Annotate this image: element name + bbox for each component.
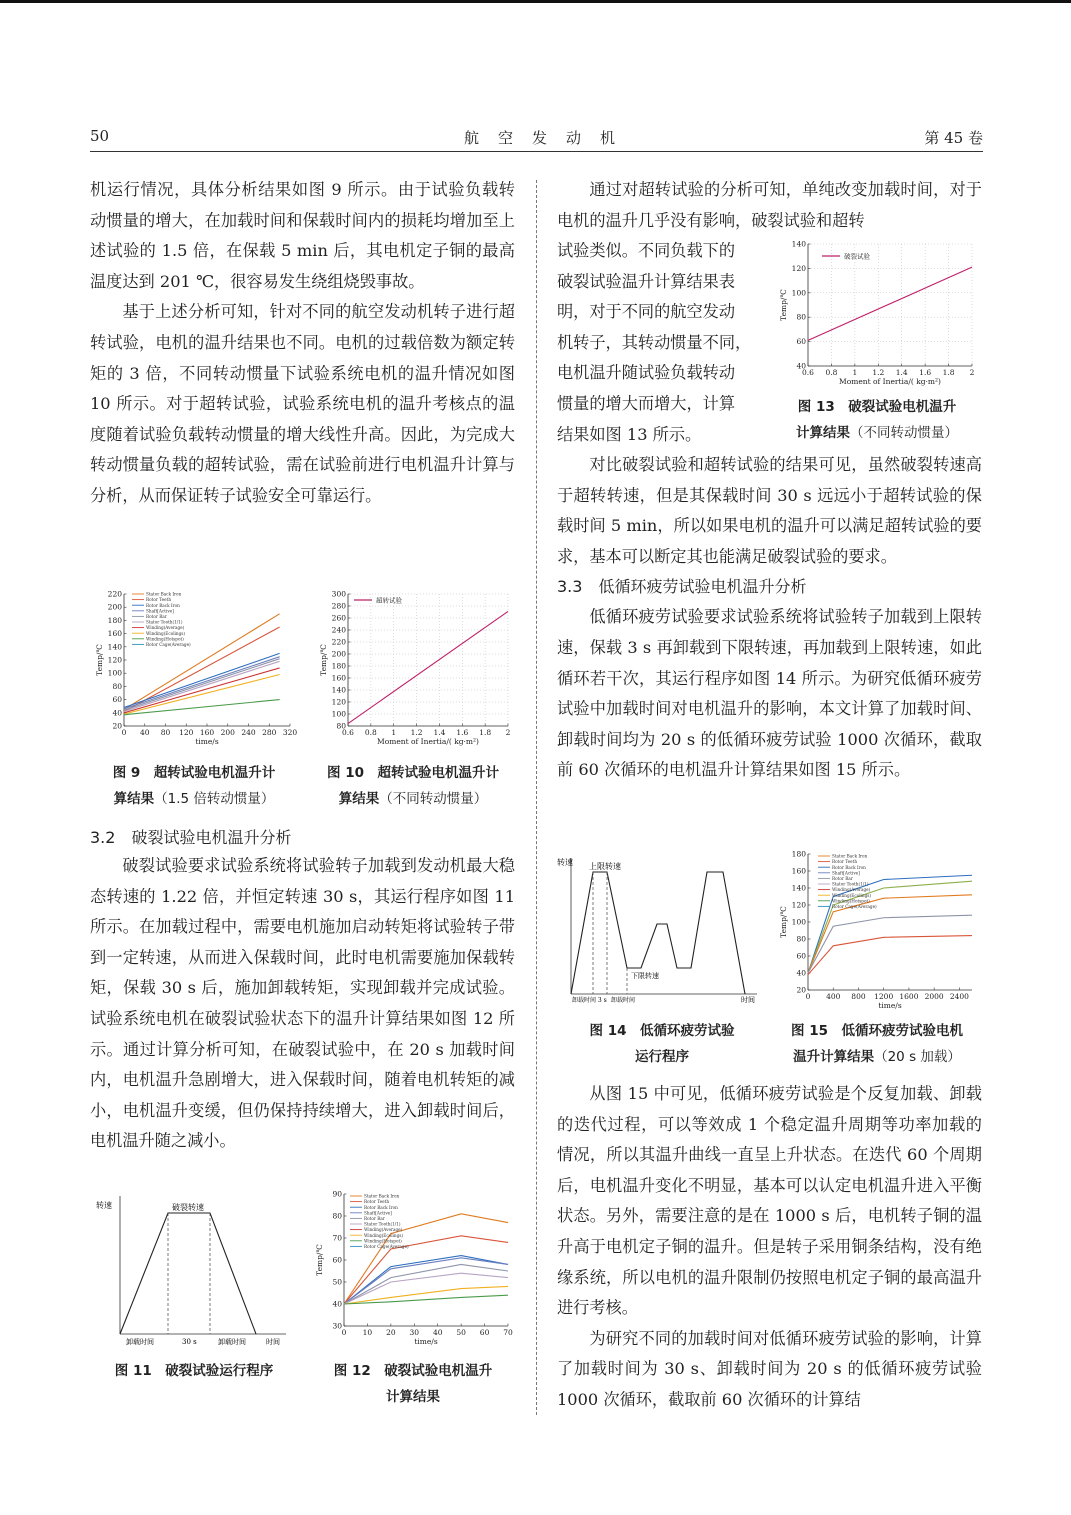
fig15-caption xyxy=(772,1018,982,1070)
y-tick-label: 70 xyxy=(332,1233,342,1243)
fig14-caption xyxy=(557,1018,767,1070)
paragraph: 为研究不同的加载时间对低循环疲劳试验的影响，计算了加载时间为 30 s、卸载时间为 20 s 的低循环疲劳试验 1000 次循环，截取前 60 次循环的计算结 xyxy=(557,1328,982,1409)
fig12-caption xyxy=(308,1358,518,1410)
legend-label: Rotor Bar xyxy=(832,876,853,881)
x-tick-label: 20 xyxy=(386,1328,396,1337)
y-tick-label: 180 xyxy=(107,615,122,625)
fig11-seg2: 30 s xyxy=(182,1338,197,1346)
x-axis-label: Moment of Inertia/( kg·m²) xyxy=(377,737,479,746)
paragraph-line: 电机温升随试验负载转动 xyxy=(557,363,736,383)
data-series-line xyxy=(124,668,280,713)
data-series-line xyxy=(124,657,280,709)
legend-label: Rotor Cage(Average) xyxy=(832,904,877,909)
legend-label: Shaft[Active] xyxy=(364,1210,392,1216)
y-tick-label: 90 xyxy=(332,1189,342,1199)
x-tick-label: 1.2 xyxy=(410,728,423,737)
x-tick-label: 1.6 xyxy=(919,368,932,377)
caption-line: 图 11 破裂试验运行程序 xyxy=(114,1363,274,1379)
x-tick-label: 0 xyxy=(121,728,127,737)
x-tick-label: 1600 xyxy=(899,992,919,1001)
legend-label: Rotor Cage(Average) xyxy=(146,642,191,647)
caption-line: 图 10 超转试验电机温升计 xyxy=(327,765,499,781)
caption-line xyxy=(90,786,298,812)
x-axis-label: time/s xyxy=(414,1337,438,1346)
y-tick-label: 40 xyxy=(796,968,806,978)
y-tick-label: 140 xyxy=(107,642,122,652)
figure-9 xyxy=(90,586,300,760)
fig11-seg3: 卸载时间 xyxy=(218,1338,246,1346)
x-tick-label: 1.4 xyxy=(433,728,446,737)
fig9-chart xyxy=(90,586,300,756)
x-tick-label: 320 xyxy=(282,728,298,737)
legend-label: Winding(Ecolings) xyxy=(146,630,186,636)
y-tick-label: 160 xyxy=(791,866,806,876)
legend-label: Winding(Hotspot) xyxy=(364,1238,402,1244)
x-tick-label: 1 xyxy=(391,728,397,737)
y-tick-label: 160 xyxy=(107,629,122,639)
y-tick-label: 260 xyxy=(331,613,346,623)
x-tick-label: 2000 xyxy=(924,992,944,1001)
legend-label: Rotor Teeth xyxy=(832,859,858,865)
top-border xyxy=(0,0,1071,3)
x-tick-label: 10 xyxy=(362,1328,373,1337)
caption-text: 算结果 xyxy=(113,791,155,807)
y-tick-label: 180 xyxy=(331,661,346,671)
fig10-chart xyxy=(308,586,518,756)
y-tick-label: 100 xyxy=(791,917,806,927)
legend-label: Stator Back Iron xyxy=(146,591,182,597)
volume-label: 第 45 卷 xyxy=(924,129,983,147)
caption-line: 图 14 低循环疲劳试验 xyxy=(589,1023,735,1039)
data-series-line xyxy=(808,936,972,975)
legend-label: Winding(Ecolings) xyxy=(364,1232,404,1238)
data-series-line xyxy=(808,267,972,340)
paragraph-line: 机转子，其转动惯量不同， xyxy=(557,332,752,352)
figure-12 xyxy=(308,1186,518,1358)
caption-line: 图 13 破裂试验电机温升 xyxy=(797,399,957,415)
x-tick-label: 1.8 xyxy=(942,368,955,377)
fig14-xlabel: 时间 xyxy=(741,996,755,1004)
x-tick-label: 1.6 xyxy=(456,728,469,737)
paragraph: 基于上述分析可知，针对不同的航空发动机转子进行超转试验，电机的温升结果也不同。电机的过载倍数为额定转矩的 3 倍，不同转动惯量下试验系统电机的温升情况如图 10 所示。对于超转试验，试验系统电机的温升考核点的温度随着试验负载转动惯量的增大线性升高。因此，为完成大转动惯量负载的超转试验，需在试验前进行电机温升计算与分析，从而保证转子试验安全可靠运行。 xyxy=(90,302,515,505)
caption-line xyxy=(772,1044,982,1070)
y-tick-label: 160 xyxy=(331,673,346,683)
x-tick-label: 280 xyxy=(262,728,277,737)
y-tick-label: 300 xyxy=(331,589,346,599)
y-axis-label: Temp/℃ xyxy=(95,644,104,676)
y-tick-label: 20 xyxy=(796,985,806,995)
x-tick-label: 1.8 xyxy=(479,728,492,737)
legend-label: Rotor Back Iron xyxy=(832,864,866,870)
legend-label: Stator Tooth(1/1) xyxy=(364,1221,401,1227)
x-tick-label: 30 xyxy=(409,1328,420,1337)
data-series-line xyxy=(344,1286,508,1304)
legend-label: Rotor Cage(Average) xyxy=(364,1244,409,1249)
y-tick-label: 80 xyxy=(796,934,806,944)
x-tick-label: 120 xyxy=(179,728,194,737)
legend-label: Stator Tooth(1/1) xyxy=(832,881,869,887)
paragraph-line: 明，对于不同的航空发动 xyxy=(557,302,736,322)
paragraph: 从图 15 中可见，低循环疲劳试验是个反复加载、卸载的迭代过程，可以等效成 1 个稳定温升周期等功率加载的情况，所以其温升曲线一直呈上升状态。在迭代 60 个周期后，电机温升变化不明显，基本可以认定电机温升进入平衡状态。另外，需要注意的是在 1000 s 后，电机转子铜的温升高于电机定子铜的温升。但是转子采用铜条结构，没有绝缘系统，所以电机的温升限制仍按照电机定子铜的最高温升进行考核。 xyxy=(557,1084,982,1318)
x-axis-label: time/s xyxy=(878,1001,902,1010)
y-tick-label: 120 xyxy=(791,263,806,273)
caption-line: 图 12 破裂试验电机温升 xyxy=(333,1363,493,1379)
y-tick-label: 120 xyxy=(107,655,122,665)
fig15-chart xyxy=(772,848,982,1016)
x-tick-label: 1.4 xyxy=(895,368,908,377)
caption-sub: （不同转动惯量） xyxy=(379,791,488,807)
y-tick-label: 140 xyxy=(791,239,806,249)
x-tick-label: 2 xyxy=(969,368,975,377)
y-axis-label: Temp/℃ xyxy=(315,1244,324,1276)
y-axis-label: Temp/℃ xyxy=(779,906,788,938)
journal-title: 航 空 发 动 机 xyxy=(464,129,618,147)
x-tick-label: 0.8 xyxy=(825,368,838,377)
right-column-mid xyxy=(557,450,982,786)
caption-text: 算结果 xyxy=(338,791,380,807)
legend-label: 破裂试验 xyxy=(844,252,870,261)
legend-label: Winding(Average) xyxy=(364,1227,403,1233)
legend-label: Shaft[Active] xyxy=(832,870,860,876)
x-tick-label: 2 xyxy=(505,728,511,737)
y-tick-label: 60 xyxy=(332,1255,342,1265)
figure-15 xyxy=(772,848,982,1020)
caption-line xyxy=(772,420,982,446)
column-divider xyxy=(536,180,537,1415)
left-column-top xyxy=(90,175,515,512)
fig9-caption xyxy=(90,760,298,812)
legend-label: Stator Tooth(1/1) xyxy=(146,619,183,625)
fig10-caption xyxy=(308,760,518,812)
y-tick-label: 240 xyxy=(331,625,346,635)
fig14-seg1: 卸载时间 3 s xyxy=(572,997,607,1004)
header-rule xyxy=(90,151,983,152)
fig11-caption xyxy=(90,1358,298,1384)
fig14-seg2: 卸载时间 xyxy=(611,997,636,1004)
paragraph-line: 试验类似。不同负载下的 xyxy=(557,241,736,260)
paragraph: 对比破裂试验和超转试验的结果可见，虽然破裂转速高于超转转速，但是其保载时间 30 s 远远小于超转试验的保载时间 5 min，所以如果电机的温升可以满足超转试验的要求，基本可以断定其也能满足破裂试验的要求。 xyxy=(557,455,982,566)
y-tick-label: 120 xyxy=(331,697,346,707)
paragraph-line: 结果如图 13 所示。 xyxy=(557,424,702,444)
fig11-ylabel: 转速 xyxy=(96,1201,112,1210)
paragraph: 破裂试验要求试验系统将试验转子加载到发动机最大稳态转速的 1.22 倍，并恒定转速 30 s，其运行程序如图 11 所示。在加载过程中，需要电机施加启动转矩将试验转子带到一定转速，从而进入保载时间，此时电机需要施加保载转矩，保载 30 s 后，施加卸载转矩，实现卸载并完成试验。试验系统电机在破裂试验状态下的温升计算结果如图 12 所示。通过计算分析可知，在破裂试验中，在 20 s 加载时间内，电机温升急剧增大，进入保载时间，随着电机转矩的减小，电机温升变缓，但仍保持持续增大，进入卸载时间后，电机温升随之减小。 xyxy=(90,856,515,1151)
x-tick-label: 50 xyxy=(456,1328,466,1337)
fig11-xlabel: 时间 xyxy=(266,1338,280,1346)
fig13-caption xyxy=(772,394,982,446)
left-column-mid xyxy=(90,825,515,1157)
paragraph: 通过对超转试验的分析可知，单纯改变加载时间，对于电机的温升几乎没有影响，破裂试验和超转 xyxy=(557,180,982,230)
x-tick-label: 40 xyxy=(432,1328,443,1337)
legend-label: Winding(Ecolings) xyxy=(832,892,872,898)
caption-line xyxy=(308,786,518,812)
legend-label: Winding(Hotspot) xyxy=(832,898,870,904)
x-tick-label: 1 xyxy=(852,368,858,377)
caption-line: 图 15 低循环疲劳试验电机 xyxy=(791,1023,963,1039)
y-tick-label: 140 xyxy=(331,685,346,695)
x-tick-label: 0 xyxy=(805,992,811,1001)
caption-sub: （不同转动惯量） xyxy=(850,425,958,441)
x-tick-label: 1.2 xyxy=(872,368,885,377)
caption-text: 温升计算结果 xyxy=(793,1049,875,1065)
x-axis-label: time/s xyxy=(195,737,219,746)
x-tick-label: 0 xyxy=(341,1328,347,1337)
y-tick-label: 40 xyxy=(796,361,806,371)
legend-label: Stator Back Iron xyxy=(832,853,868,859)
legend-label: Stator Back Iron xyxy=(364,1193,400,1199)
x-tick-label: 240 xyxy=(241,728,256,737)
x-tick-label: 160 xyxy=(199,728,215,737)
legend-label: Rotor Bar xyxy=(364,1216,385,1221)
x-tick-label: 0.6 xyxy=(342,728,354,737)
x-tick-label: 70 xyxy=(503,1328,513,1337)
x-tick-label: 80 xyxy=(160,728,171,737)
x-tick-label: 1200 xyxy=(874,992,894,1001)
legend-label: Rotor Teeth xyxy=(364,1199,390,1205)
caption-line: 运行程序 xyxy=(635,1049,689,1065)
y-tick-label: 120 xyxy=(791,900,806,910)
x-tick-label: 40 xyxy=(139,728,150,737)
fig11-speed-profile xyxy=(120,1213,256,1334)
fig14-lower-label: 下限转速 xyxy=(631,972,659,980)
figure-14 xyxy=(557,852,767,1008)
x-tick-label: 200 xyxy=(220,728,235,737)
data-series-line xyxy=(124,659,280,710)
section-heading: 3.2 破裂试验电机温升分析 xyxy=(90,828,292,847)
y-tick-label: 30 xyxy=(332,1321,342,1331)
paragraph-line: 破裂试验温升计算结果表 xyxy=(557,271,736,291)
caption-sub: （20 s 加载） xyxy=(874,1049,961,1065)
data-series-line xyxy=(344,1258,508,1304)
legend-label: Rotor Teeth xyxy=(146,597,172,603)
figure-10 xyxy=(308,586,518,760)
y-axis-label: Temp/℃ xyxy=(779,289,788,321)
y-tick-label: 200 xyxy=(331,649,346,659)
y-tick-label: 100 xyxy=(331,709,346,719)
y-tick-label: 220 xyxy=(331,637,346,647)
right-column-top xyxy=(557,175,982,236)
paragraph: 机运行情况，具体分析结果如图 9 所示。由于试验负载转动惯量的增大，在加载时间和保载时间内的损耗均增加至上述试验的 1.5 倍，在保载 5 min 后，其电机定子铜的最高温度达到 201 ℃，很容易发生绕组烧毁事故。 xyxy=(90,180,515,291)
page-number: 50 xyxy=(90,127,110,145)
y-tick-label: 60 xyxy=(796,337,806,347)
legend-label: Shaft[Active] xyxy=(146,608,174,614)
y-tick-label: 40 xyxy=(332,1299,342,1309)
caption-line: 计算结果 xyxy=(386,1389,440,1405)
section-heading: 3.3 低循环疲劳试验电机温升分析 xyxy=(557,577,807,597)
paragraph-line: 惯量的增大而增大，计算 xyxy=(557,393,736,413)
legend-label: Winding(Average) xyxy=(832,887,871,893)
x-tick-label: 60 xyxy=(479,1328,490,1337)
y-tick-label: 80 xyxy=(336,721,346,731)
fig14-upper-label: 上限转速 xyxy=(589,862,621,871)
y-tick-label: 60 xyxy=(112,695,122,705)
fig12-chart xyxy=(308,1186,518,1354)
data-series-line xyxy=(344,1295,508,1304)
fig11-peak-label: 破裂转速 xyxy=(172,1203,204,1212)
fig14-diagram xyxy=(557,852,767,1004)
x-axis-label: Moment of Inertia/( kg·m²) xyxy=(839,377,941,386)
y-tick-label: 60 xyxy=(796,951,806,961)
y-tick-label: 140 xyxy=(791,883,806,893)
right-column-wrap xyxy=(557,236,772,450)
y-tick-label: 100 xyxy=(791,288,806,298)
y-tick-label: 200 xyxy=(107,602,122,612)
figure-13 xyxy=(772,236,982,398)
y-tick-label: 50 xyxy=(332,1277,342,1287)
y-tick-label: 100 xyxy=(107,668,122,678)
paragraph: 低循环疲劳试验要求试验系统将试验转子加载到上限转速，保载 3 s 再卸载到下限转速，再加载到上限转速，如此循环若干次，其运行程序如图 14 所示。为研究低循环疲劳试验中加载时间对电机温升的影响，本文计算了加载时间、卸载时间均为 20 s 的低循环疲劳试验 1000 次循环，截取前 60 次循环的电机温升计算结果如图 15 所示。 xyxy=(557,607,982,780)
y-tick-label: 40 xyxy=(112,708,122,718)
fig14-ylabel: 转速 xyxy=(557,858,573,867)
y-tick-label: 220 xyxy=(107,589,122,599)
y-axis-label: Temp/℃ xyxy=(319,644,328,676)
caption-line: 图 9 超转试验电机温升计 xyxy=(112,765,276,781)
x-tick-label: 2400 xyxy=(949,992,969,1001)
legend-label: Rotor Back Iron xyxy=(146,602,180,608)
x-tick-label: 400 xyxy=(826,992,841,1001)
y-tick-label: 80 xyxy=(332,1211,342,1221)
y-tick-label: 80 xyxy=(112,681,122,691)
fig11-seg1: 卸载时间 xyxy=(126,1338,154,1346)
figure-11 xyxy=(90,1188,300,1352)
legend-label: Rotor Back Iron xyxy=(364,1204,398,1210)
fig13-chart xyxy=(772,236,982,394)
x-tick-label: 800 xyxy=(851,992,866,1001)
x-tick-label: 0.6 xyxy=(802,368,814,377)
right-column-bottom xyxy=(557,1079,982,1416)
caption-text: 计算结果 xyxy=(796,425,850,441)
legend-label: 超转试验 xyxy=(376,596,402,605)
y-tick-label: 20 xyxy=(112,721,122,731)
data-series-line xyxy=(808,915,972,973)
legend-label: Winding(Hotspot) xyxy=(146,636,184,642)
legend-label: Rotor Bar xyxy=(146,614,167,619)
x-tick-label: 0.8 xyxy=(364,728,377,737)
y-tick-label: 180 xyxy=(791,849,806,859)
data-series-line xyxy=(348,611,508,723)
legend-label: Winding(Average) xyxy=(146,625,185,631)
y-tick-label: 280 xyxy=(331,601,346,611)
fig11-diagram xyxy=(90,1188,300,1348)
caption-sub: （1.5 倍转动惯量） xyxy=(154,791,275,807)
y-tick-label: 80 xyxy=(796,312,806,322)
